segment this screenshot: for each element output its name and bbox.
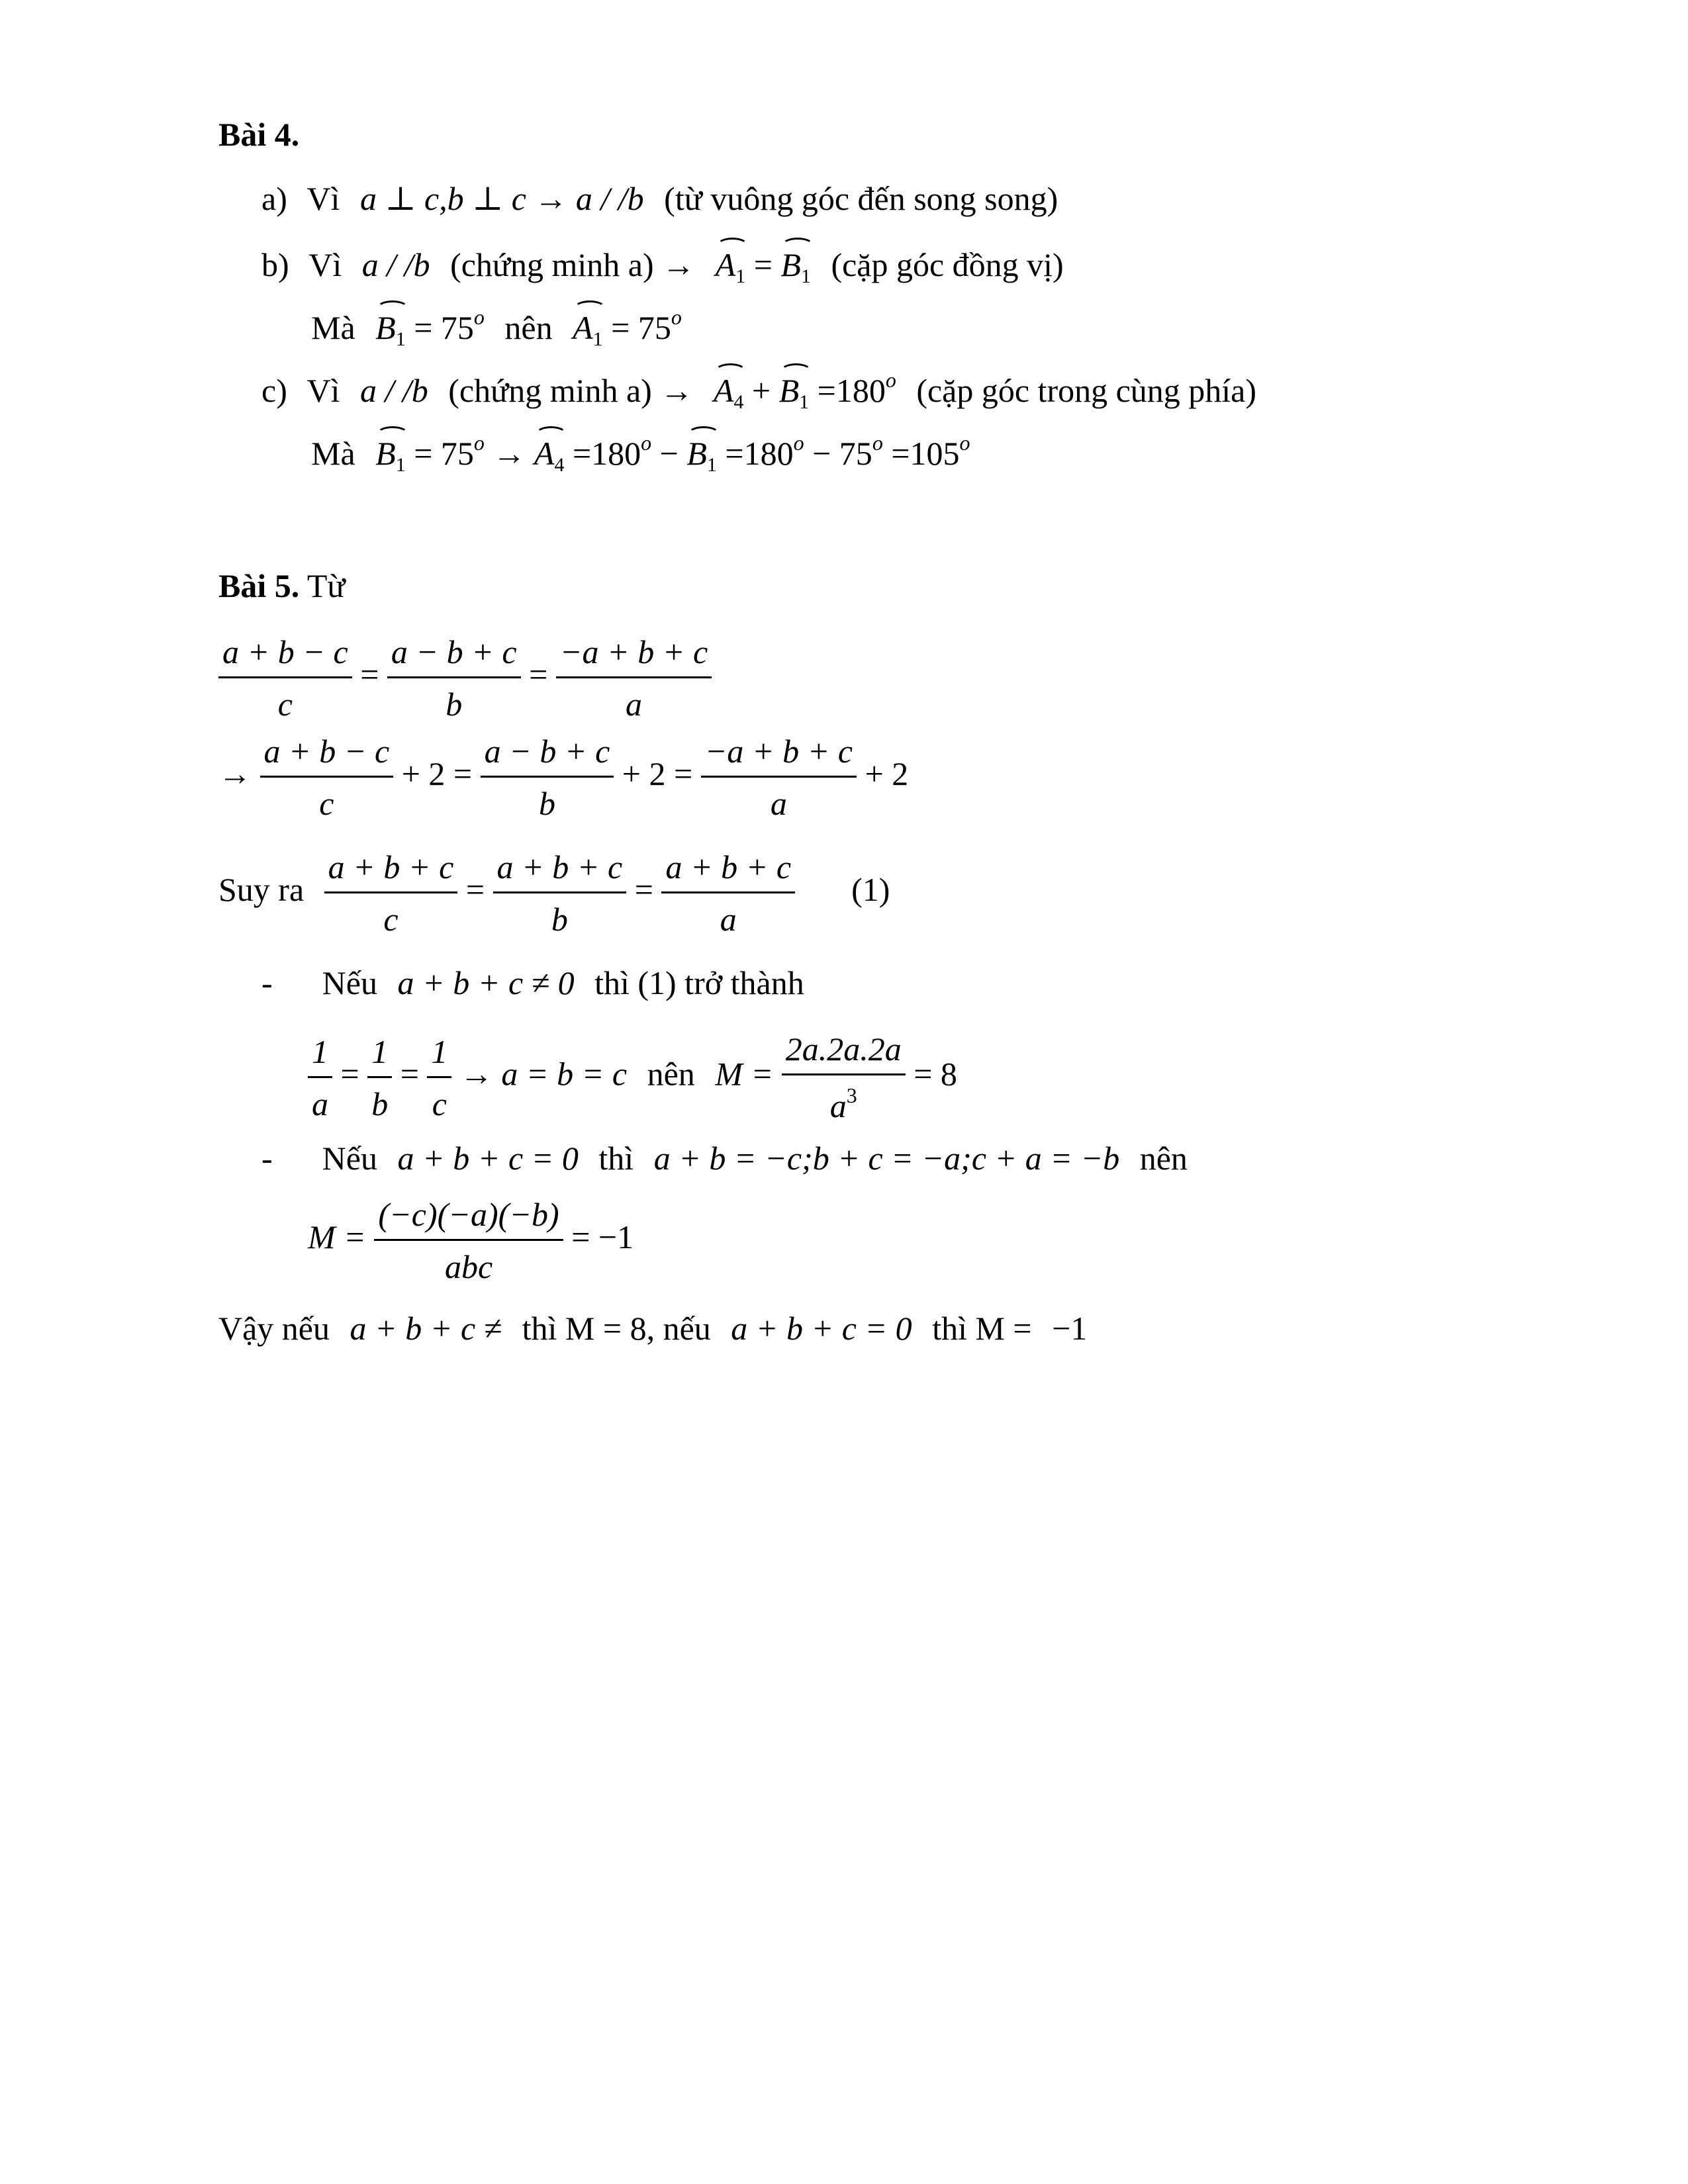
fraction: $\frac{a + b + c}{a}$ xyxy=(661,850,795,936)
bai5-row1: $\frac{a + b - c}{c}$ = $\frac{a - b + c}{b}$ = $\frac{-a + b + c}{a}$ xyxy=(218,635,712,721)
ma-word: Mà xyxy=(311,309,355,346)
nen-word: nên xyxy=(504,309,553,346)
fraction: $\frac{-a + b + c}{a}$ xyxy=(556,635,712,721)
angle-b1: $B_1$ xyxy=(779,367,810,412)
bai5-case1-equation: $\frac{1}{a}$ = $\frac{1}{b}$ = $\frac{1}{c}$ → a = b = c nên M = $\frac{2a.2a.2a}{a^3}$ = 8 xyxy=(308,1032,957,1122)
fraction: $\frac{(-c)(-a)(-b)}{\text{abc}}$ xyxy=(374,1198,563,1283)
bai5-case1: - Nếu a + b + c ≠ 0 thì (1) trở thành xyxy=(261,964,804,1001)
value-75: = 75 xyxy=(611,309,671,346)
angle-b1: $B_1$ xyxy=(375,304,406,349)
bai4-part-a xyxy=(261,182,1058,215)
angle-a1: $A_1$ xyxy=(573,304,603,349)
tu-word: Từ xyxy=(306,567,346,604)
angle-a1: $A_1$ xyxy=(716,242,746,287)
value-105: =105 xyxy=(891,435,960,472)
fraction: $\frac{1}{c}$ xyxy=(427,1035,451,1120)
part-a-note: (từ vuông góc đến song song) xyxy=(664,180,1058,217)
fraction: $\frac{-a + b + c}{a}$ xyxy=(701,735,857,820)
part-c-note: (cặp góc trong cùng phía) xyxy=(916,372,1257,409)
fraction: $\frac{a - b + c}{b}$ xyxy=(387,635,521,721)
part-b-vi: Vì xyxy=(308,246,342,283)
angle-b1: $B_1$ xyxy=(686,430,717,475)
fraction: $\frac{1}{a}$ xyxy=(308,1035,332,1120)
part-b-proof: (chứng minh a) → xyxy=(450,246,696,283)
degree-mark: o xyxy=(671,305,682,329)
bai5-conclusion: Vậy nếu a + b + c ≠ thì M = 8, nếu a + b + c = 0 thì M = −1 xyxy=(218,1310,1088,1347)
angle-a4: $A_4$ xyxy=(534,430,565,475)
equals-sign: = xyxy=(753,246,773,283)
part-a-vi: Vì xyxy=(306,180,340,217)
condition: a + b + c ≠ 0 xyxy=(397,964,575,1001)
part-b-label: b) xyxy=(261,246,289,283)
bai5-row2: → $\frac{a + b - c}{c}$ + 2 = $\frac{a - b + c}{b}$ + 2 = $\frac{-a + b + c}{a}$ + 2 xyxy=(218,733,909,822)
part-c-vi: Vì xyxy=(306,372,340,409)
fraction: $\frac{a + b + c}{b}$ xyxy=(493,850,627,936)
fraction: $\frac{2a.2a.2a}{a^3}$ xyxy=(782,1032,906,1122)
bai5-case2: - Nếu a + b + c = 0 thì a + b = −c;b + c = −a;c + a = −b nên xyxy=(261,1140,1188,1177)
bai4-part-b xyxy=(261,242,1064,287)
bai5-title xyxy=(218,569,346,602)
equation-tag: (1) xyxy=(851,870,890,908)
bai5-heading: Bài 5. xyxy=(218,567,300,604)
fraction: $\frac{a - b + c}{b}$ xyxy=(481,735,614,820)
fraction: $\frac{a + b - c}{c}$ xyxy=(260,735,394,820)
part-c-proof: (chứng minh a) → xyxy=(448,372,694,409)
fraction: $\frac{a + b + c}{c}$ xyxy=(324,850,458,936)
angle-b1: $B_1$ xyxy=(780,242,811,287)
plus-sign: + xyxy=(751,372,771,409)
part-a-label: a) xyxy=(261,180,287,217)
part-b-note: (cặp góc đồng vị) xyxy=(831,246,1064,283)
value-75: = 75 xyxy=(414,309,474,346)
part-b-expression: a / /b xyxy=(361,246,430,283)
fraction: $\frac{1}{b}$ xyxy=(367,1035,392,1120)
bai4-part-c xyxy=(261,367,1256,412)
bai5-case2-equation: M = $\frac{(-c)(-a)(-b)}{\text{abc}}$ = −1 xyxy=(308,1196,634,1285)
ma-word: Mà xyxy=(311,435,355,472)
bai4-part-c-line2: Mà $B_1 = 75^o \to A_4 =180^o - B_1 =180^o - 75^o =105^o$ xyxy=(311,431,970,476)
angle-b1: $B_1$ xyxy=(375,430,406,475)
part-c-label: c) xyxy=(261,372,287,409)
bai4-title: Bài 4. xyxy=(218,116,300,153)
suy-ra-word: Suy ra xyxy=(218,870,305,908)
bai4-part-b-line2 xyxy=(311,304,682,349)
value-180: =180 xyxy=(817,372,886,409)
arrow: → xyxy=(492,435,526,472)
condition: a + b + c = 0 xyxy=(397,1140,579,1177)
bullet-dash: - xyxy=(261,964,273,1001)
degree-mark: o xyxy=(885,368,896,392)
fraction: $\frac{a + b - c}{c}$ xyxy=(218,635,352,721)
bullet-dash: - xyxy=(261,1140,273,1177)
degree-mark: o xyxy=(473,305,485,329)
arrow: → xyxy=(218,754,252,792)
bai5-row3: Suy ra $\frac{a + b + c}{c}$ = $\frac{a + b + c}{b}$ = $\frac{a + b + c}{a}$ (1) xyxy=(218,848,890,938)
part-c-expression: a / /b xyxy=(359,372,428,409)
part-a-expression: a ⊥ c,b ⊥ c → a / /b xyxy=(359,180,644,217)
angle-a4: $A_4$ xyxy=(714,367,744,412)
